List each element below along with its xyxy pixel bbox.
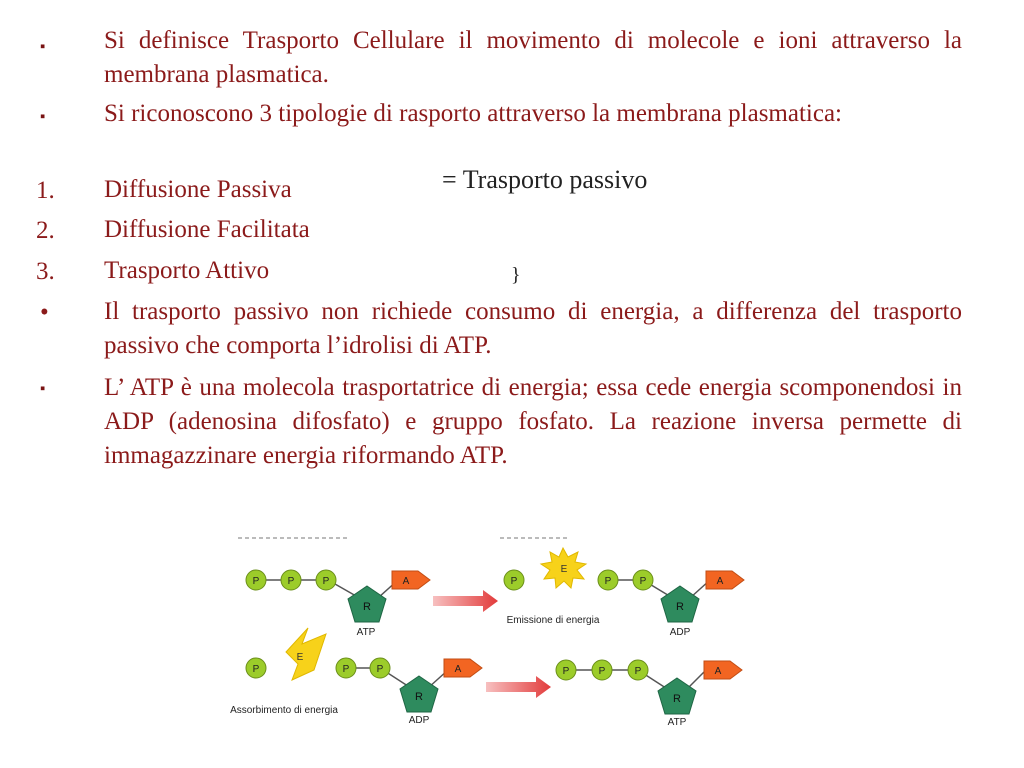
svg-text:R: R: [673, 693, 681, 705]
brace-mark: }: [511, 264, 521, 286]
ribose-pentagon: [658, 678, 696, 714]
energy-bolt-icon: [286, 628, 326, 680]
atp-adp-diagram: [228, 530, 760, 730]
energy-burst-icon: [541, 548, 586, 588]
svg-text:P: P: [562, 666, 570, 677]
bullet-text: Si definisce Trasporto Cellulare il movimento di molecole e ioni attraverso la membrana plasmatica.: [104, 27, 962, 88]
phosphate-group: [633, 570, 653, 590]
bullet-text: L’ ATP è una molecola trasportatrice di energia; essa cede energia scomponendosi in ADP (adenosina difosfato) e gruppo fosfato. La reazione inversa permette di immagazzinare energia riformando ATP.: [104, 374, 962, 469]
bullet-marker: ▪: [40, 109, 46, 125]
adp-molecule-top: [598, 570, 744, 638]
adp-label: ADP: [669, 627, 691, 638]
reaction-arrow: [433, 590, 498, 612]
bullet-marker: ▪: [40, 39, 46, 55]
list-number: 1.: [36, 177, 55, 204]
bullet-text: Si riconoscono 3 tipologie di rasporto attraverso la membrana plasmatica:: [104, 100, 842, 127]
svg-text:P: P: [376, 664, 384, 675]
svg-text:P: P: [322, 576, 330, 587]
adp-label: ADP: [408, 715, 430, 726]
svg-text:A: A: [454, 664, 462, 675]
atp-label: ATP: [356, 627, 376, 638]
list-item-text: Trasporto Attivo: [104, 257, 270, 284]
svg-text:E: E: [296, 652, 304, 663]
adenine-base: [392, 571, 430, 589]
energy-absorption-label: Assorbimento di energia: [230, 705, 338, 716]
svg-text:P: P: [604, 576, 612, 587]
free-phosphate: [246, 658, 266, 678]
adp-molecule-bottom: [336, 658, 482, 726]
svg-text:A: A: [402, 576, 410, 587]
atp-molecule-top: [246, 570, 430, 638]
phosphate-group: [281, 570, 301, 590]
svg-text:P: P: [634, 666, 642, 677]
atp-molecule-bottom: [556, 660, 742, 728]
bullet-marker: ▪: [40, 381, 46, 397]
list-number: 3.: [36, 258, 55, 285]
phosphate-group: [628, 660, 648, 680]
phosphate-group: [370, 658, 390, 678]
svg-text:P: P: [287, 576, 295, 587]
phosphate-group: [316, 570, 336, 590]
list-item-text: Diffusione Passiva: [104, 176, 292, 203]
svg-text:A: A: [716, 576, 724, 587]
phosphate-group: [598, 570, 618, 590]
svg-text:P: P: [342, 664, 350, 675]
phosphate-group: [246, 570, 266, 590]
bullet-text: Il trasporto passivo non richiede consumo di energia, a differenza del trasporto passivo che comporta l’idrolisi di ATP.: [104, 298, 962, 359]
svg-text:P: P: [598, 666, 606, 677]
list-item-text: Diffusione Facilitata: [104, 216, 310, 243]
passive-transport-note: = Trasporto passivo: [442, 165, 648, 194]
phosphate-group: [556, 660, 576, 680]
svg-text:P: P: [510, 576, 518, 587]
ribose-pentagon: [348, 586, 386, 622]
adenine-base: [706, 571, 744, 589]
list-number: 2.: [36, 217, 55, 244]
svg-text:P: P: [639, 576, 647, 587]
svg-text:R: R: [363, 601, 371, 613]
phosphate-group: [336, 658, 356, 678]
atp-label: ATP: [667, 717, 687, 728]
svg-text:P: P: [252, 664, 260, 675]
energy-emission-label: Emissione di energia: [506, 615, 600, 626]
adenine-base: [444, 659, 482, 677]
bullet-marker: •: [40, 299, 49, 326]
adenine-base: [704, 661, 742, 679]
svg-text:R: R: [676, 601, 684, 613]
svg-text:A: A: [714, 666, 722, 677]
svg-text:P: P: [252, 576, 260, 587]
phosphate-group: [592, 660, 612, 680]
ribose-pentagon: [400, 676, 438, 712]
ribose-pentagon: [661, 586, 699, 622]
svg-text:E: E: [560, 564, 568, 575]
released-phosphate: [504, 570, 524, 590]
reaction-arrow: [486, 676, 551, 698]
svg-text:R: R: [415, 691, 423, 703]
